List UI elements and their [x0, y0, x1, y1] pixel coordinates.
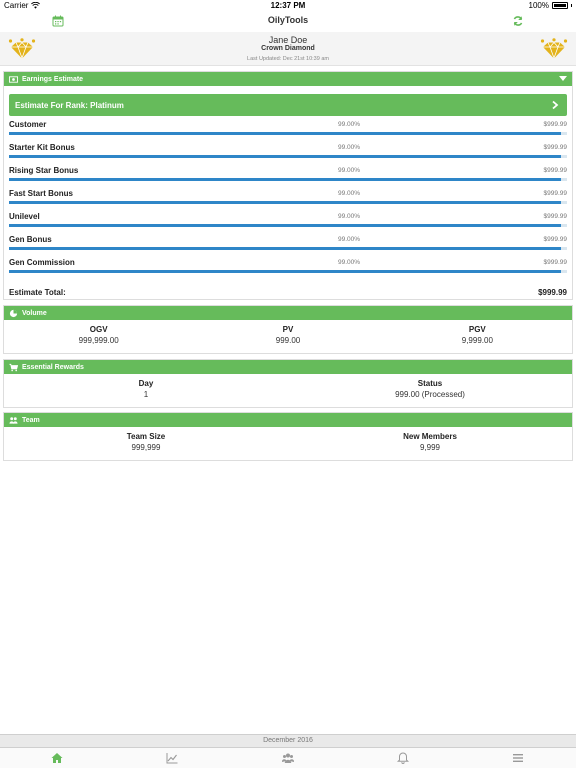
progress-bar-fill	[9, 247, 561, 250]
stat-label: New Members	[403, 432, 457, 441]
refresh-icon[interactable]	[512, 15, 524, 27]
estimate-rank-label: Estimate For Rank: Platinum	[15, 100, 124, 110]
home-icon[interactable]	[51, 752, 63, 764]
diamond-rank-icon	[540, 38, 568, 60]
stat-value: 999.00	[275, 336, 301, 345]
estimate-total-value: $999.99	[538, 288, 567, 297]
earnings-row-amount: $999.99	[543, 213, 567, 220]
team-stats	[4, 427, 572, 452]
stat-label: PV	[282, 325, 294, 334]
estimate-total-label: Estimate Total:	[9, 288, 66, 297]
progress-bar	[9, 132, 567, 135]
progress-bar-fill	[9, 201, 561, 204]
profile-header	[0, 32, 576, 66]
earnings-row	[9, 189, 567, 212]
team-icon[interactable]	[282, 752, 294, 764]
stat-pv	[193, 320, 382, 345]
stat-value: 999.00 (Processed)	[395, 390, 465, 399]
nav-bar	[0, 12, 576, 32]
clock: 12:37 PM	[270, 1, 306, 10]
progress-bar-fill	[9, 178, 561, 181]
estimate-rank-button[interactable]	[9, 94, 567, 116]
stat-label: PGV	[468, 325, 486, 334]
team-header	[4, 413, 572, 427]
stat-value: 1	[143, 390, 149, 399]
earnings-row	[9, 212, 567, 235]
stat-day	[4, 374, 288, 399]
caret-down-icon[interactable]	[559, 76, 567, 81]
carrier-label: Carrier	[4, 1, 29, 10]
earnings-row-amount: $999.99	[543, 236, 567, 243]
stat-label: Status	[417, 379, 443, 388]
bell-icon[interactable]	[397, 752, 409, 764]
status-bar	[0, 0, 576, 12]
earnings-row-label: Gen Commission	[9, 258, 75, 267]
earnings-row-percent: 99.00%	[337, 144, 361, 151]
earnings-row-percent: 99.00%	[337, 236, 361, 243]
earnings-header[interactable]	[4, 72, 572, 86]
earnings-row-label: Unilevel	[9, 212, 40, 221]
earnings-row-percent: 99.00%	[337, 121, 361, 128]
earnings-row	[9, 258, 567, 281]
earnings-row-amount: $999.99	[543, 121, 567, 128]
earnings-row-amount: $999.99	[543, 190, 567, 197]
users-icon	[9, 416, 18, 425]
team-header-label: Team	[22, 416, 40, 424]
rewards-header	[4, 360, 572, 374]
earnings-row-label: Customer	[9, 120, 47, 129]
earnings-row-percent: 99.00%	[337, 190, 361, 197]
chart-icon[interactable]	[166, 752, 178, 764]
stat-label: Team Size	[126, 432, 166, 441]
last-updated: Last Updated: Dec 21st 10:39 am	[247, 56, 329, 62]
earnings-row	[9, 120, 567, 143]
battery-percent: 100%	[528, 1, 549, 10]
tab-bar	[0, 748, 576, 768]
chevron-right-icon	[550, 100, 560, 110]
earnings-row	[9, 235, 567, 258]
rewards-stats	[4, 374, 572, 399]
earnings-row-label: Rising Star Bonus	[9, 166, 79, 175]
battery-icon	[552, 2, 568, 9]
pie-chart-icon	[9, 309, 18, 318]
earnings-row-percent: 99.00%	[337, 167, 361, 174]
earnings-row-amount: $999.99	[543, 167, 567, 174]
stat-value: 9,999	[419, 443, 441, 452]
earnings-row-label: Gen Bonus	[9, 235, 52, 244]
earnings-panel	[3, 71, 573, 300]
progress-bar-fill	[9, 224, 561, 227]
progress-bar-fill	[9, 155, 561, 158]
stat-value: 9,999.00	[461, 336, 493, 345]
app-title: OilyTools	[267, 15, 309, 25]
volume-panel	[3, 305, 573, 354]
progress-bar	[9, 155, 567, 158]
earnings-row-label: Starter Kit Bonus	[9, 143, 75, 152]
rewards-header-label: Essential Rewards	[22, 363, 84, 371]
stat-team-size	[4, 427, 288, 452]
cart-icon	[9, 363, 18, 372]
earnings-header-label: Earnings Estimate	[22, 75, 84, 83]
money-icon	[9, 75, 18, 84]
volume-stats	[4, 320, 572, 345]
team-panel	[3, 412, 573, 461]
stat-label: Day	[138, 379, 154, 388]
earnings-row	[9, 166, 567, 189]
stat-value: 999,999	[131, 443, 161, 452]
stat-new-members	[288, 427, 572, 452]
month-selector[interactable]: December 2016	[0, 734, 576, 748]
earnings-row-amount: $999.99	[543, 259, 567, 266]
progress-bar	[9, 270, 567, 273]
earnings-row-label: Fast Start Bonus	[9, 189, 74, 198]
user-rank: Crown Diamond	[261, 45, 315, 52]
progress-bar	[9, 201, 567, 204]
stat-pgv	[383, 320, 572, 345]
earnings-row-percent: 99.00%	[337, 259, 361, 266]
stat-value: 999,999.00	[78, 336, 119, 345]
progress-bar	[9, 247, 567, 250]
progress-bar-fill	[9, 132, 561, 135]
volume-header-label: Volume	[22, 309, 47, 317]
stat-status	[288, 374, 572, 399]
volume-header	[4, 306, 572, 320]
menu-icon[interactable]	[512, 752, 524, 764]
estimate-total-row	[9, 288, 567, 300]
rewards-panel	[3, 359, 573, 408]
stat-label: OGV	[89, 325, 108, 334]
progress-bar	[9, 224, 567, 227]
progress-bar	[9, 178, 567, 181]
user-name: Jane Doe	[268, 35, 308, 45]
stat-ogv	[4, 320, 193, 345]
earnings-row	[9, 143, 567, 166]
progress-bar-fill	[9, 270, 561, 273]
earnings-row-amount: $999.99	[543, 144, 567, 151]
earnings-row-percent: 99.00%	[337, 213, 361, 220]
